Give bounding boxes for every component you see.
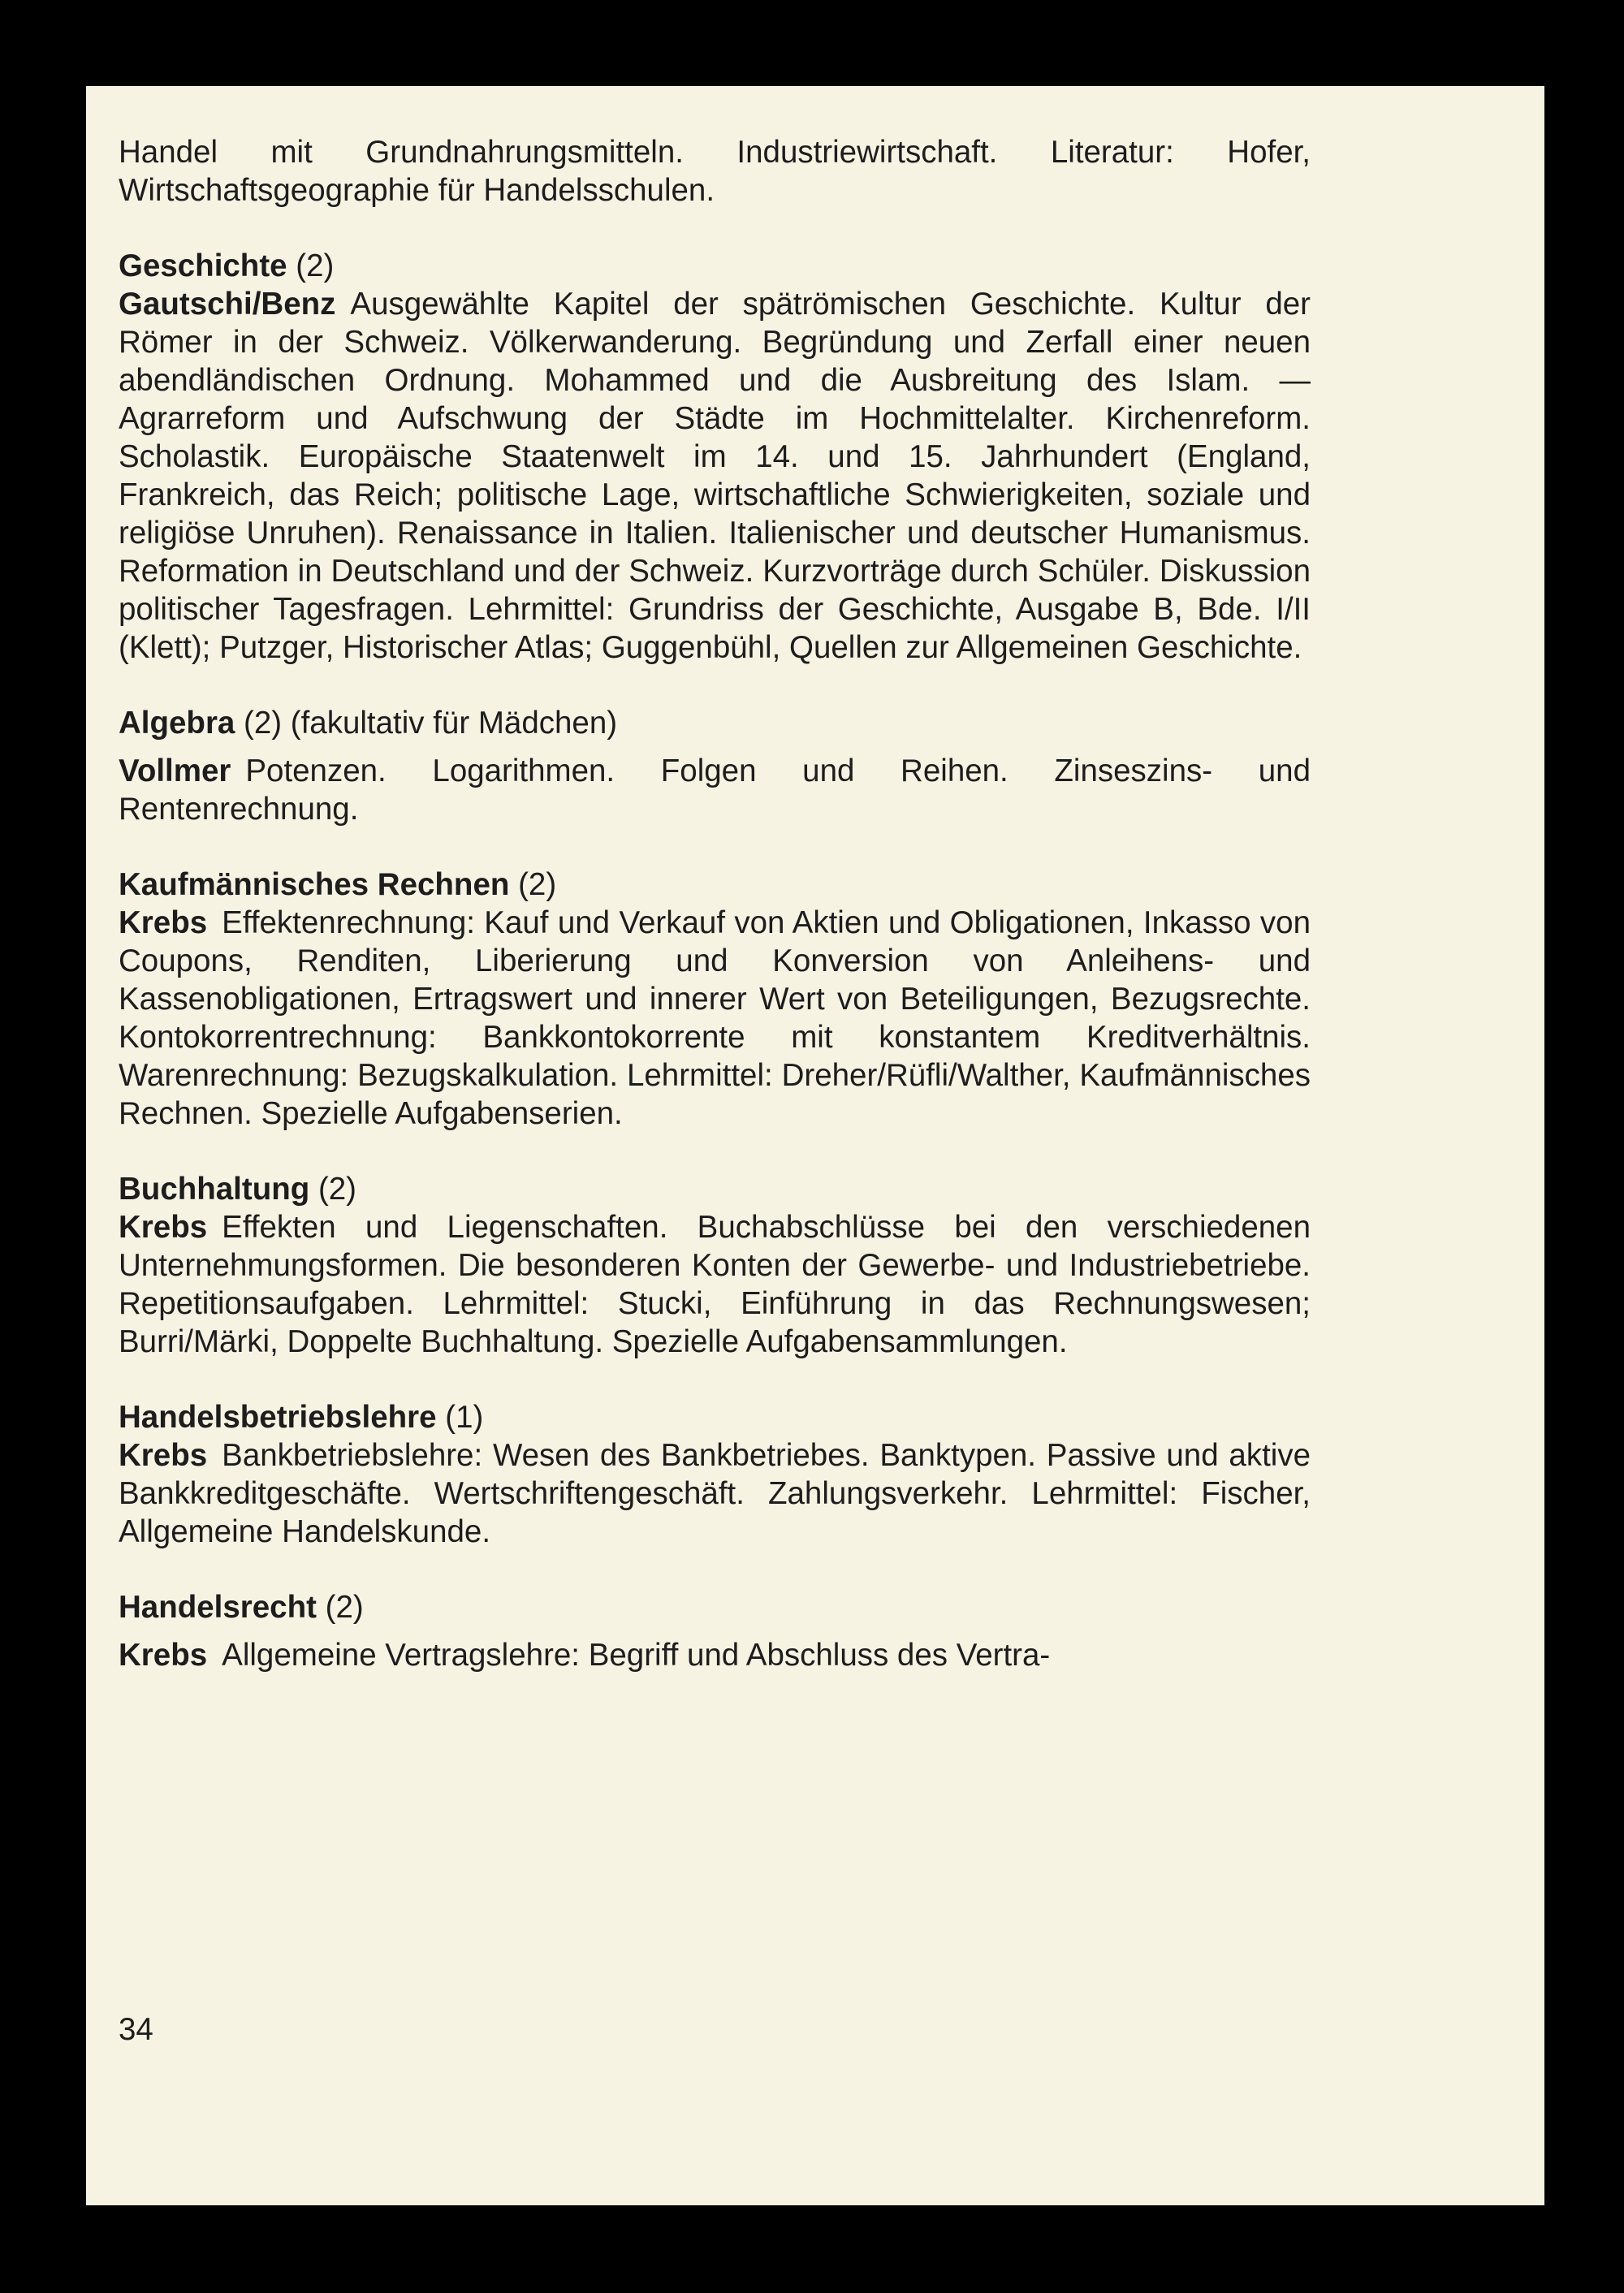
section-handelsrecht [119, 1588, 1311, 1674]
section-body [119, 1636, 1311, 1674]
section-title: Handelsbetriebslehre [119, 1400, 437, 1435]
section-title: Geschichte [119, 248, 287, 283]
section-heading [119, 1170, 1311, 1208]
section-text: Bankbetriebslehre: Wesen des Bankbetriebes. Banktypen. Passive und aktive Bankkreditgeschäfte. Wertschriftengeschäft. Zahlungsverkehr. Lehrmittel: Fischer, Allgemeine Handelskunde. [119, 1438, 1311, 1549]
section-kaufmaennisches-rechnen [119, 866, 1311, 1133]
section-body [119, 1436, 1311, 1551]
section-geschichte [119, 247, 1311, 667]
section-body [119, 752, 1311, 828]
section-heading [119, 704, 1311, 742]
section-title: Kaufmännisches Rechnen [119, 867, 510, 902]
section-algebra [119, 704, 1311, 828]
section-heading [119, 1398, 1311, 1436]
section-hours: (2) [287, 248, 335, 283]
section-title: Buchhaltung [119, 1172, 310, 1207]
section-buchhaltung [119, 1170, 1311, 1361]
section-hours: (2) [309, 1172, 356, 1207]
section-text: Effektenrechnung: Kauf und Verkauf von Aktien und Obligationen, Inkasso von Coupons, Renditen, Liberierung und Konversion von Anleihens- und Kassenobligationen, Ertragswert und innerer Wert von Beteiligungen, Bezugsrechte. Kontokorrentrechnung: Bankkontokorrente mit konstantem Kreditverhältnis. Warenrechnung: Bezugskalkulation. Lehrmittel: Dreher/Rüfli/Walther, Kaufmännisches Rechnen. Spezielle Aufgabenserien. [119, 905, 1311, 1131]
teacher-name: Vollmer [119, 754, 231, 788]
section-heading [119, 866, 1311, 904]
section-heading [119, 247, 1311, 285]
section-heading [119, 1588, 1311, 1626]
section-hours: (2) (fakultativ für Mädchen) [235, 706, 618, 741]
teacher-name: Krebs [119, 1210, 208, 1245]
teacher-name: Gautschi/Benz [119, 287, 336, 322]
section-hours: (1) [436, 1400, 484, 1435]
section-text: Effekten und Liegenschaften. Buchabschlüsse bei den verschiedenen Unternehmungsformen. Die besonderen Konten der Gewerbe- und Industriebetriebe. Repetitionsaufgaben. Lehrmittel: Stucki, Einführung in das Rechnungswesen; Burri/Märki, Doppelte Buchhaltung. Spezielle Aufgabensammlungen. [119, 1210, 1311, 1359]
section-body [119, 285, 1311, 667]
intro-paragraph: Handel mit Grundnahrungsmitteln. Industriewirtschaft. Literatur: Hofer, Wirtschaftsgeographie für Handelsschulen. [119, 135, 1311, 208]
section-hours: (2) [509, 867, 557, 902]
teacher-name: Krebs [119, 1438, 208, 1473]
section-hours: (2) [316, 1590, 364, 1625]
section-text: Allgemeine Vertragslehre: Begriff und Abschluss des Vertra- [222, 1638, 1051, 1673]
section-body [119, 1208, 1311, 1361]
section-title: Algebra [119, 706, 235, 741]
page-number: 34 [119, 2012, 153, 2047]
section-text: Ausgewählte Kapitel der spätrömischen Geschichte. Kultur der Römer in der Schweiz. Völkerwanderung. Begründung und Zerfall einer neuen abendländischen Ordnung. Mohammed und die Ausbreitung des Islam. — Agrarreform und Aufschwung der Städte im Hochmittelalter. Kirchenreform. Scholastik. Europäische Staatenwelt im 14. und 15. Jahrhundert (England, Frankreich, das Reich; politische Lage, wirtschaftliche Schwierigkeiten, soziale und religiöse Unruhen). Renaissance in Italien. Italienischer und deutscher Humanismus. Reformation in Deutschland und der Schweiz. Kurzvorträge durch Schüler. Diskussion politischer Tagesfragen. Lehrmittel: Grundriss der Geschichte, Ausgabe B, Bde. I/II (Klett); Putzger, Historischer Atlas; Guggenbühl, Quellen zur Allgemeinen Geschichte. [119, 287, 1311, 665]
section-body [119, 904, 1311, 1133]
teacher-name: Krebs [119, 905, 208, 940]
section-title: Handelsrecht [119, 1590, 317, 1625]
teacher-name: Krebs [119, 1638, 208, 1673]
section-text: Potenzen. Logarithmen. Folgen und Reihen. Zinseszins- und Rentenrechnung. [119, 754, 1311, 827]
page-content [119, 133, 1311, 1674]
section-handelsbetriebslehre [119, 1398, 1311, 1551]
